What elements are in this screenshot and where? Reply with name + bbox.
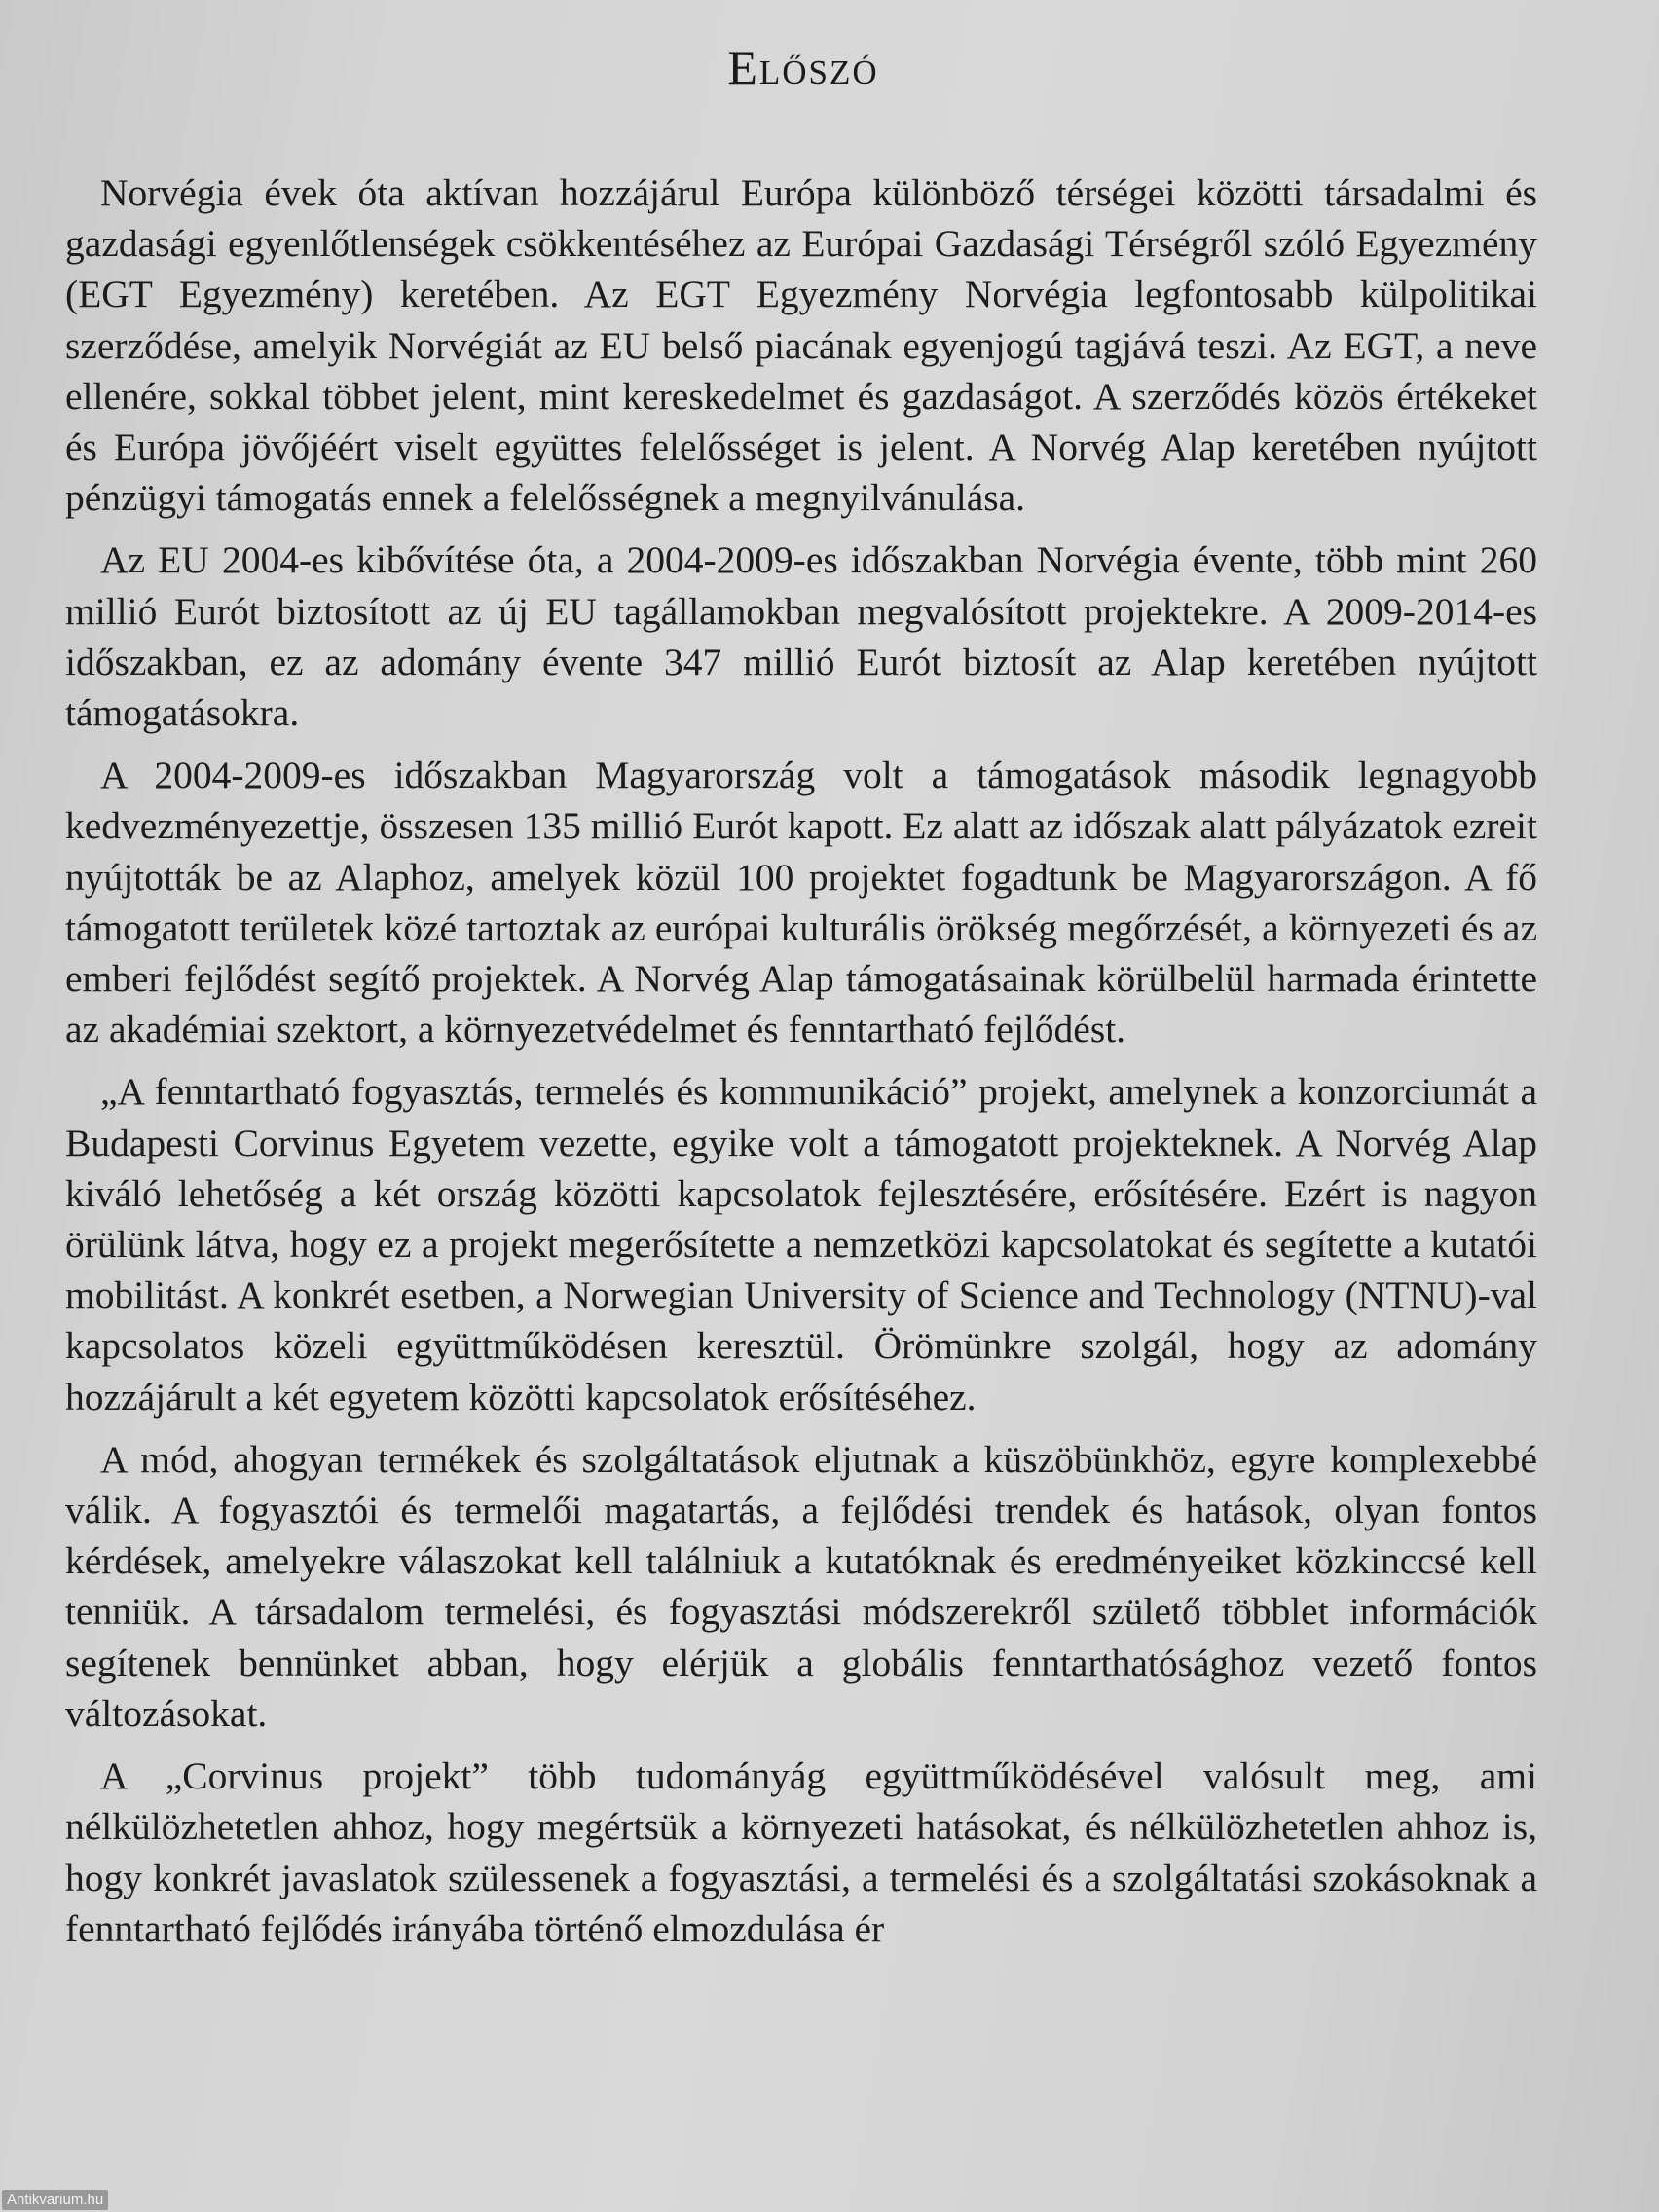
paragraph: A mód, ahogyan termékek és szolgáltatások eljutnak a küszöbünkhöz, egyre komplexebbé válik. A fogyasztói és termelői magatartás, a fejlődési trendek és hatások, olyan fontos kérdések, amelyekre válaszokat kell találniuk a kutatóknak és eredményeiket közkinccsé kell tenniük. A társadalom termelési, és fogyasztási módszerekről születő többlet információk segítenek bennünket abban, hogy elérjük a globális fenntarthatósághoz vezető fontos változásokat. xyxy=(65,1437,1537,1735)
paragraph: „A fenntartható fogyasztás, termelés és kommunikáció” projekt, amelynek a konzorciumát a Budapesti Corvinus Egyetem vezette, egyike volt a támogatott projekteknek. A Norvég Alap kiváló lehetőség a két ország közötti kapcsolatok fejlesztésére, erősítésére. Ezért is nagyon örülünk látva, hogy ez a projekt megerősítette a nemzetközi kapcsolatokat és segítette a kutatói mobilitást. A konkrét esetben, a Norwegian University of Science and Technology (NTNU)-val kapcsolatos közeli együttműködésen keresztül. Örömünkre szolgál, hogy az adomány hozzájárult a két egyetem közötti kapcsolatok erősítéséhez. xyxy=(65,1070,1537,1419)
paragraph: Az EU 2004-es kibővítése óta, a 2004-2009-es időszakban Norvégia évente, több mint 260 millió Eurót biztosított az új EU tagállamokban megvalósított projektekre. A 2009-2014-es időszakban, ez az adomány évente 347 millió Eurót biztosít az Alap keretében nyújtott támogatásokra. xyxy=(65,538,1537,735)
paragraph: Norvégia évek óta aktívan hozzájárul Európa különböző térségei közötti társadalmi és gazdasági egyenlőtlenségek csökkentéséhez az Európai Gazdasági Térségről szóló Egyezmény (EGT Egyezmény) keretében. Az EGT Egyezmény Norvégia legfontosabb külpolitikai szerződése, amelyik Norvégiát az EU belső piacának egyenjogú tagjává teszi. Az EGT, a neve ellenére, sokkal többet jelent, mint kereskedelmet és gazdaságot. A szerződés közös értékeket és Európa jövőjéért viselt együttes felelősséget is jelent. A Norvég Alap keretében nyújtott pénzügyi támogatás ennek a felelősségnek a megnyilvánulása. xyxy=(65,171,1537,520)
watermark: Antikvarium.hu xyxy=(2,2190,108,2210)
paragraph: A 2004-2009-es időszakban Magyarország volt a támogatások második legnagyobb kedvezményezettje, összesen 135 millió Eurót kapott. Ez alatt az időszak alatt pályázatok ezreit nyújtották be az Alaphoz, amelyek közül 100 projektet fogadtunk be Magyarországon. A fő támogatott területek közé tartoztak az európai kulturális örökség megőrzését, a környezeti és az emberi fejlődést segítő projektek. A Norvég Alap támogatásainak körülbelül harmada érintette az akadémiai szektort, a környezetvédelmet és fenntartható fejlődést. xyxy=(65,754,1537,1051)
page-title: Előszó xyxy=(727,40,879,94)
paragraph: A „Corvinus projekt” több tudományág együttműködésével valósult meg, ami nélkülözhetetlen ahhoz, hogy megértsük a környezeti hatásokat, és nélkülözhetetlen ahhoz is, hogy konkrét javaslatok szülessenek a fogyasztási, a termelési és a szolgáltatási szokásoknak a fenntartható fejlődés irányába történő elmozdulása ér xyxy=(65,1754,1537,1950)
body-text xyxy=(65,167,1537,1966)
